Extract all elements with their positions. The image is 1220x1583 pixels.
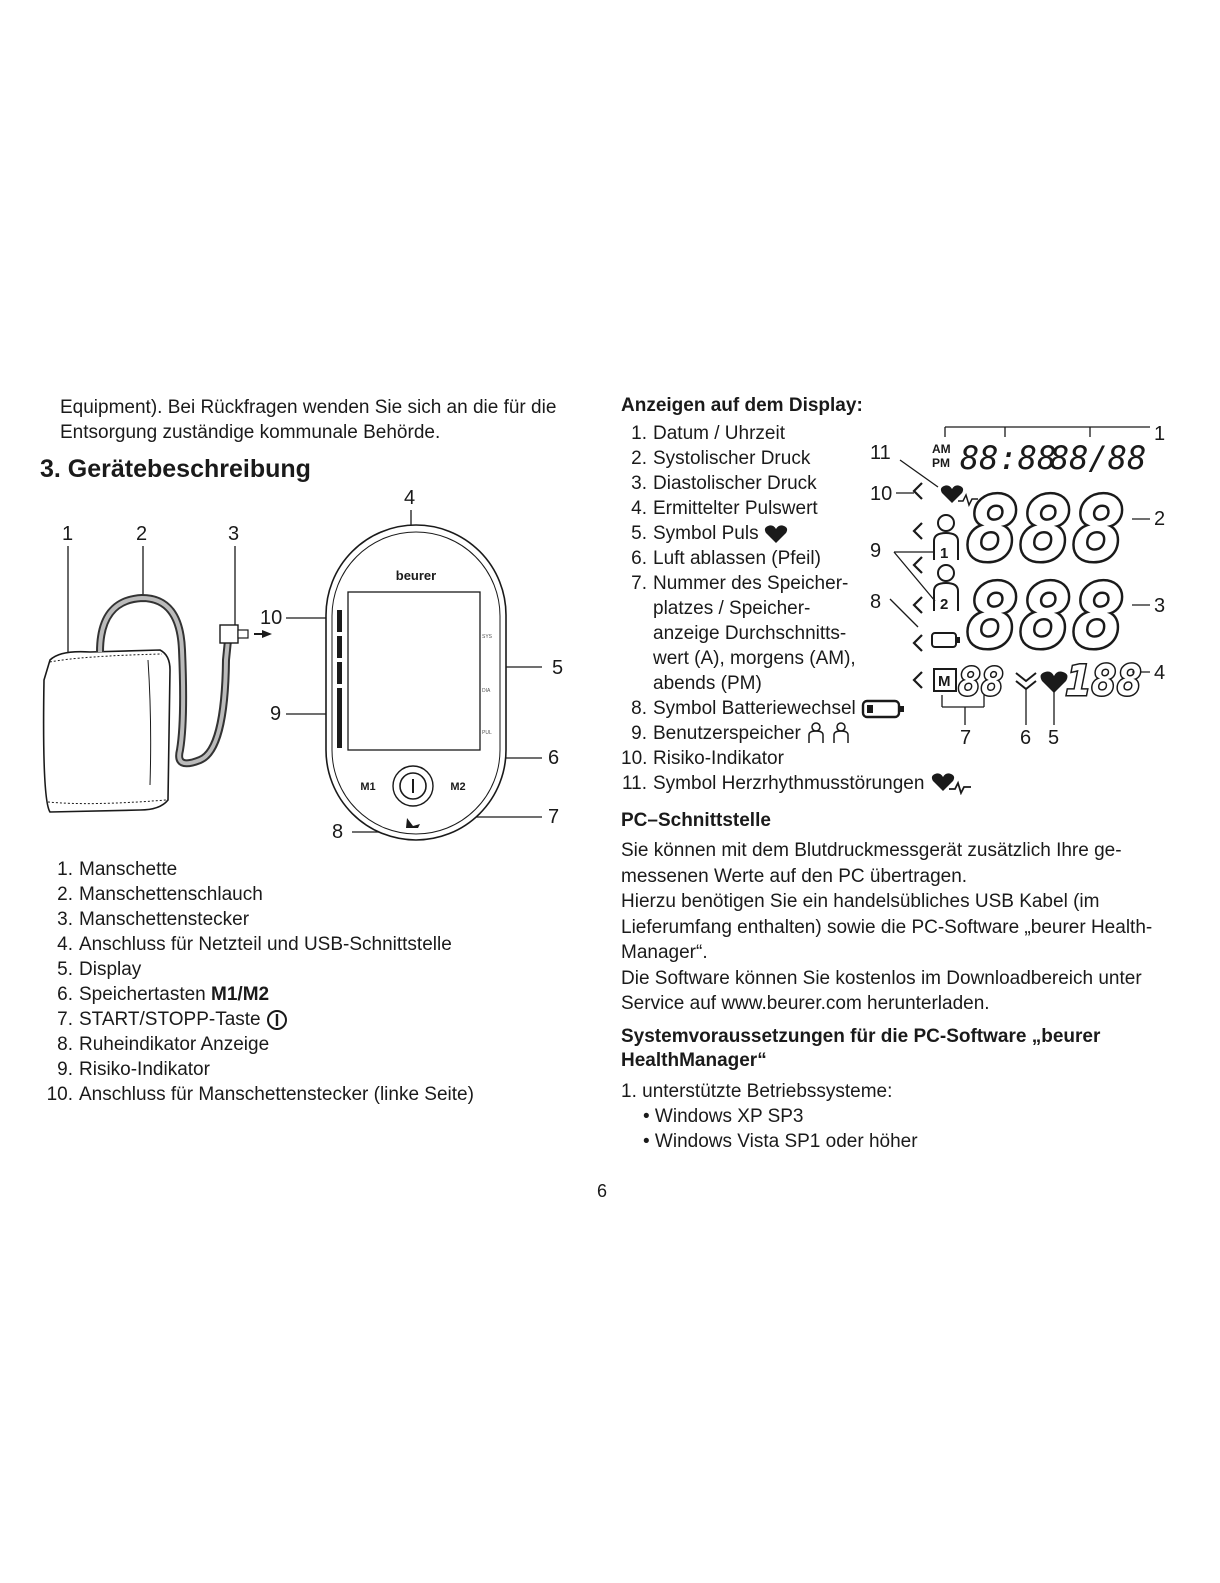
svg-text:1: 1 — [940, 545, 949, 562]
system-bullet-1: • Windows XP SP3 — [643, 1106, 804, 1127]
callout-2: 2 — [136, 523, 148, 545]
button-m2[interactable]: M2 — [450, 781, 466, 793]
system-title: Systemvoraussetzungen für die PC-Software „beurer HealthManager“ — [621, 1026, 1101, 1071]
list-item: 9. Risiko-Indikator — [57, 1059, 210, 1080]
intro-line-1: Equipment). Bei Rückfragen wenden Sie sich an die für die — [60, 397, 557, 418]
lcd-sys: 888 — [966, 478, 1125, 581]
user-memory-icon — [805, 721, 855, 745]
list-item: 7. START/STOPP-Taste — [40, 1007, 474, 1032]
section-title: 3. Gerätebeschreibung — [40, 455, 311, 483]
callout-8: 8 — [332, 821, 344, 843]
callout-3: 3 — [228, 523, 240, 545]
lcd-pulse: 188 — [1066, 656, 1142, 705]
list-item: 8. Symbol Batteriewechsel — [621, 696, 973, 721]
list-item: 4. Anschluss für Netzteil und USB-Schnittstelle — [57, 934, 452, 955]
parts-list — [40, 857, 474, 1107]
cuff-icon — [44, 650, 170, 812]
list-item: 7. Nummer des Speicher- — [631, 573, 849, 594]
lcd-callout-11: 11 — [870, 442, 891, 464]
lcd-figure — [860, 415, 1180, 755]
callout-10: 10 — [260, 607, 283, 629]
svg-text:DIA: DIA — [482, 688, 491, 694]
svg-text:SYS: SYS — [482, 634, 493, 640]
lcd-callout-8: 8 — [870, 591, 882, 613]
page-number: 6 — [597, 1181, 608, 1201]
list-item: 6. Luft ablassen (Pfeil) — [631, 548, 821, 569]
list-item: 10. Anschluss für Manschettenstecker (linke Seite) — [46, 1084, 474, 1105]
list-item: 11. Symbol Herzrhythmusstörungen — [621, 771, 973, 796]
svg-text:PM: PM — [932, 456, 950, 470]
list-item: platzes / Speicher- — [653, 598, 811, 619]
lcd-callout-5: 5 — [1048, 727, 1060, 749]
lcd-callout-6: 6 — [1020, 727, 1032, 749]
list-item: 5. Display — [57, 959, 142, 980]
lcd-callout-10: 10 — [870, 483, 893, 505]
lcd-callout-7: 7 — [960, 727, 972, 749]
list-item: 2. Systolischer Druck — [631, 448, 811, 469]
display-section-title: Anzeigen auf dem Display: — [621, 395, 863, 416]
lcd-callout-3: 3 — [1154, 595, 1166, 617]
pc-title: PC–Schnittstelle — [621, 810, 771, 831]
list-item: 1. Manschette — [57, 859, 178, 880]
list-item: 3. Diastolischer Druck — [631, 473, 817, 494]
list-item: wert (A), morgens (AM), — [653, 648, 856, 669]
device-body — [326, 525, 506, 840]
callout-5: 5 — [552, 657, 564, 679]
lcd-callout-2: 2 — [1154, 508, 1166, 530]
lcd-callout-4: 4 — [1154, 662, 1166, 684]
list-item: 10. Risiko-Indikator — [621, 748, 784, 769]
callout-6: 6 — [548, 747, 560, 769]
lcd-callout-1: 1 — [1154, 423, 1166, 445]
svg-text:PUL: PUL — [482, 730, 492, 736]
device-screen — [348, 592, 480, 750]
list-item: 9. Benutzerspeicher — [621, 721, 973, 746]
intro-line-2: Entsorgung zuständige kommunale Behörde. — [60, 422, 441, 443]
callout-9: 9 — [270, 703, 282, 725]
list-item: anzeige Durchschnitts- — [653, 623, 847, 644]
heart-icon — [763, 523, 789, 545]
power-icon — [266, 1009, 288, 1031]
svg-text:88:88: 88:88 — [960, 439, 1057, 477]
list-item: 2. Manschettenschlauch — [57, 884, 263, 905]
list-item: 6. Speichertasten M1/M2 — [57, 984, 270, 1005]
svg-text:2: 2 — [940, 596, 949, 613]
device-figure — [30, 480, 590, 850]
list-item: 8. Ruheindikator Anzeige — [57, 1034, 270, 1055]
list-item: abends (PM) — [653, 673, 762, 694]
list-item: 1. Datum / Uhrzeit — [631, 423, 785, 444]
list-item: 4. Ermittelter Pulswert — [631, 498, 818, 519]
list-item: 5. Symbol Puls — [621, 521, 973, 546]
callout-4: 4 — [404, 487, 416, 509]
lcd-callout-9: 9 — [870, 540, 882, 562]
brand-logo: beurer — [395, 568, 437, 583]
system-bullet-2: • Windows Vista SP1 oder höher — [643, 1131, 918, 1152]
button-m1[interactable]: M1 — [360, 781, 376, 793]
callout-7: 7 — [548, 806, 560, 828]
lcd-dia: 888 — [966, 565, 1125, 668]
callout-1: 1 — [62, 523, 74, 545]
svg-text:AM: AM — [932, 442, 951, 456]
list-item: 3. Manschettenstecker — [57, 909, 250, 930]
svg-text:M: M — [938, 673, 951, 690]
arrhythmia-icon — [929, 769, 973, 795]
pc-body: Sie können mit dem Blutdruckmessgerät zusätzlich Ihre ge- messenen Werte auf den PC übertragen. Hierzu benötigen Sie ein handelsübliches USB Kabel (im Lieferumfang enthalten) sowie die PC-Software „beurer Health- Manager“. Die Software können Sie kostenlos im Downloadbereich unter Service auf www.beurer.com herunterladen. — [621, 840, 1153, 1014]
svg-text:88/88: 88/88 — [1050, 439, 1147, 477]
lcd-mem: 88 — [958, 660, 1004, 704]
system-item: 1. unterstützte Betriebssysteme: — [621, 1081, 893, 1102]
